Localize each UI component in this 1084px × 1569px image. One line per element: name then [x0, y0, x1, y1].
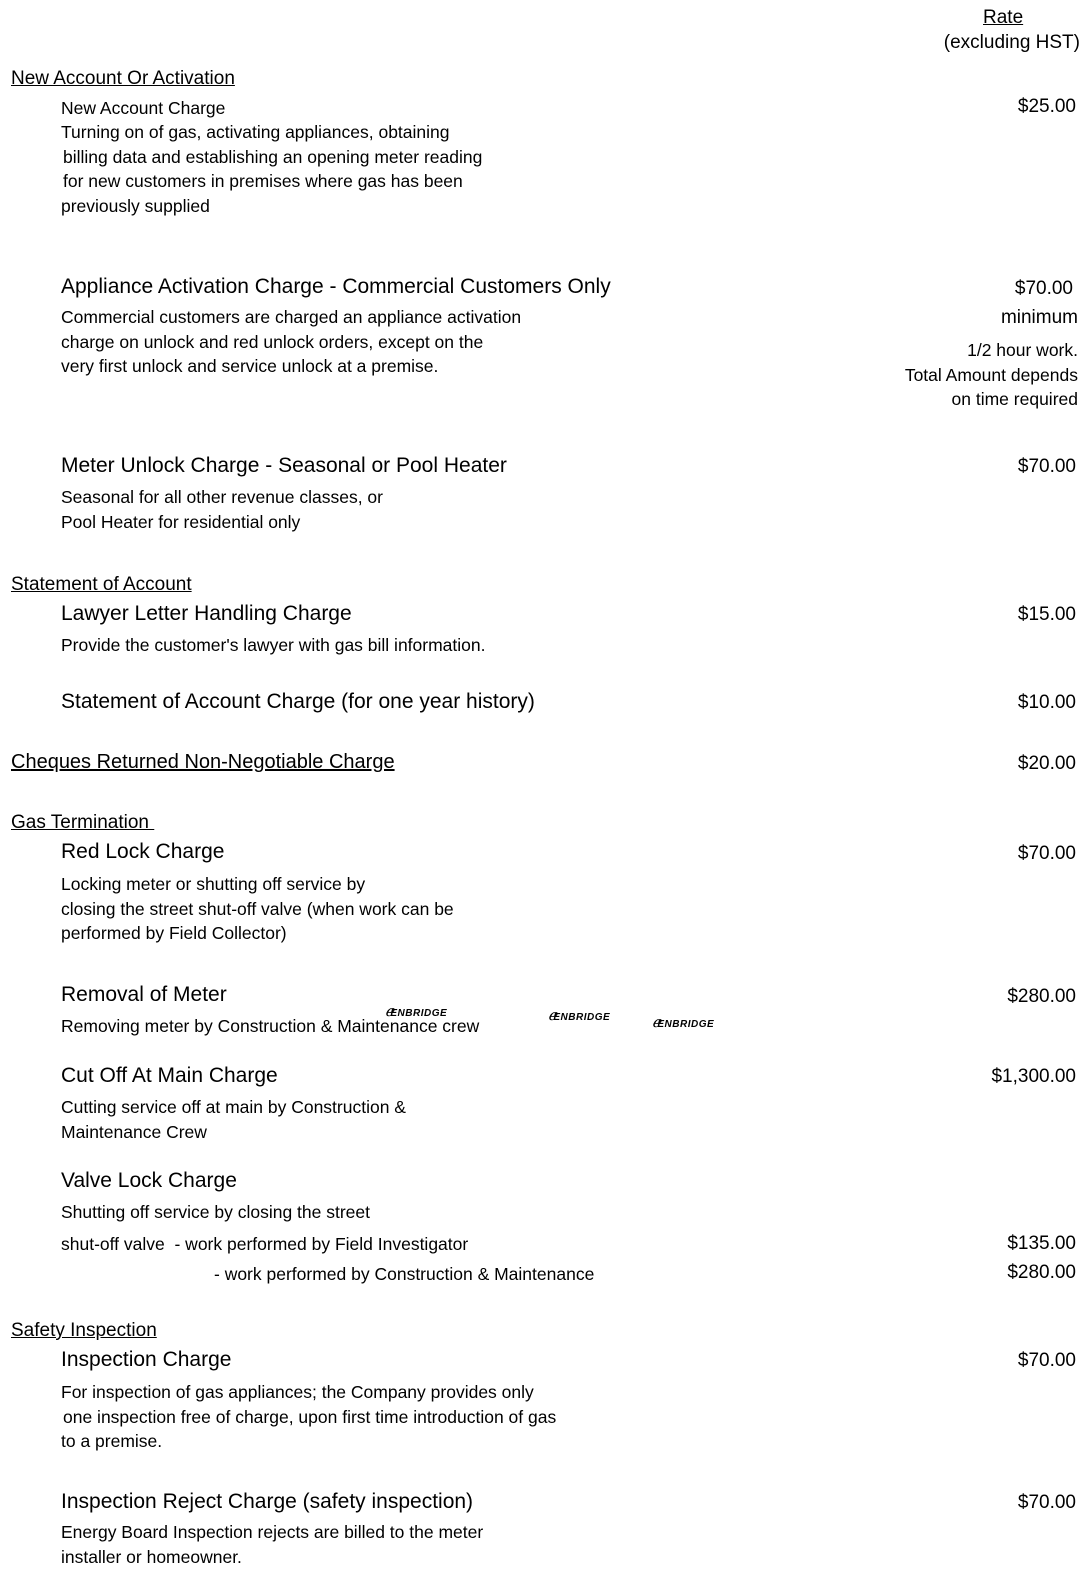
meter-unlock-title: Meter Unlock Charge - Seasonal or Pool Heater	[61, 454, 507, 477]
removal-of-meter-title: Removal of Meter	[61, 983, 227, 1006]
cut-off-at-main-rate: $1,300.00	[991, 1066, 1076, 1087]
valve-lock-construction-maintenance: - work performed by Construction & Maintenance	[214, 1264, 595, 1284]
valve-lock-rate-construction: $280.00	[1007, 1262, 1076, 1283]
lawyer-letter-title: Lawyer Letter Handling Charge	[61, 602, 352, 625]
lawyer-letter-description: Provide the customer's lawyer with gas bill information.	[61, 635, 486, 655]
inspection-reject-title: Inspection Reject Charge (safety inspection)	[61, 1490, 474, 1513]
section-safety-inspection: Safety Inspection	[11, 1320, 157, 1341]
appliance-activation-rate-note: 1/2 hour work. Total Amount depends on time required	[904, 340, 1078, 409]
red-lock-rate: $70.00	[1017, 843, 1076, 864]
enbridge-logo: ℯENBRIDGE	[652, 1014, 715, 1031]
new-account-charge-description: Turning on of gas, activating appliances, obtaining billing data and establishing an opening meter reading for new customers in premises where gas has been previously supplied	[61, 122, 483, 216]
appliance-activation-rate-minimum: minimum	[1000, 307, 1078, 328]
enbridge-logo: ℯENBRIDGE	[548, 1007, 611, 1024]
cheques-returned-rate: $20.00	[1017, 753, 1076, 774]
valve-lock-field-investigator: shut-off valve - work performed by Field Investigator	[61, 1234, 469, 1254]
appliance-activation-title: Appliance Activation Charge - Commercial Customers Only	[61, 275, 611, 298]
removal-of-meter-description: Removing meter by Construction & Maintenance crew	[61, 1016, 480, 1036]
inspection-charge-rate: $70.00	[1017, 1350, 1076, 1371]
cut-off-at-main-title: Cut Off At Main Charge	[61, 1064, 278, 1087]
inspection-charge-description: For inspection of gas appliances; the Company provides only one inspection free of charge, upon first time introduction of gas to a premise.	[61, 1382, 557, 1451]
enbridge-logo: ℯENBRIDGE	[385, 1003, 448, 1020]
section-new-account: New Account Or Activation	[11, 68, 235, 89]
rate-column-header: Rate	[983, 7, 1024, 28]
lawyer-letter-rate: $15.00	[1017, 604, 1076, 625]
valve-lock-description: Shutting off service by closing the street	[61, 1202, 371, 1222]
red-lock-description: Locking meter or shutting off service by closing the street shut-off valve (when work can be performed by Field Collector)	[61, 874, 454, 943]
section-cheques-returned: Cheques Returned Non-Negotiable Charge	[11, 751, 395, 773]
appliance-activation-rate: $70.00	[1014, 278, 1073, 299]
appliance-activation-description: Commercial customers are charged an appliance activation charge on unlock and red unlock orders, except on the very first unlock and service unlock at a premise.	[61, 307, 522, 376]
inspection-charge-title: Inspection Charge	[61, 1348, 232, 1371]
inspection-reject-rate: $70.00	[1017, 1492, 1076, 1513]
meter-unlock-description: Seasonal for all other revenue classes, or Pool Heater for residential only	[61, 487, 383, 532]
cut-off-at-main-description: Cutting service off at main by Construction & Maintenance Crew	[61, 1097, 406, 1142]
new-account-charge-title: New Account Charge	[61, 98, 226, 118]
section-statement-of-account: Statement of Account	[11, 574, 192, 595]
red-lock-title: Red Lock Charge	[61, 840, 225, 863]
statement-charge-title: Statement of Account Charge (for one year history)	[61, 690, 535, 713]
new-account-charge-rate: $25.00	[1017, 96, 1076, 117]
rate-column-subheader: (excluding HST)	[943, 32, 1080, 53]
valve-lock-rate-field-investigator: $135.00	[1007, 1233, 1076, 1254]
meter-unlock-rate: $70.00	[1017, 456, 1076, 477]
inspection-reject-description: Energy Board Inspection rejects are billed to the meter installer or homeowner.	[61, 1522, 484, 1567]
statement-charge-rate: $10.00	[1017, 692, 1076, 713]
valve-lock-title: Valve Lock Charge	[61, 1169, 237, 1192]
section-gas-termination: Gas Termination	[11, 812, 155, 833]
removal-of-meter-rate: $280.00	[1007, 986, 1076, 1007]
